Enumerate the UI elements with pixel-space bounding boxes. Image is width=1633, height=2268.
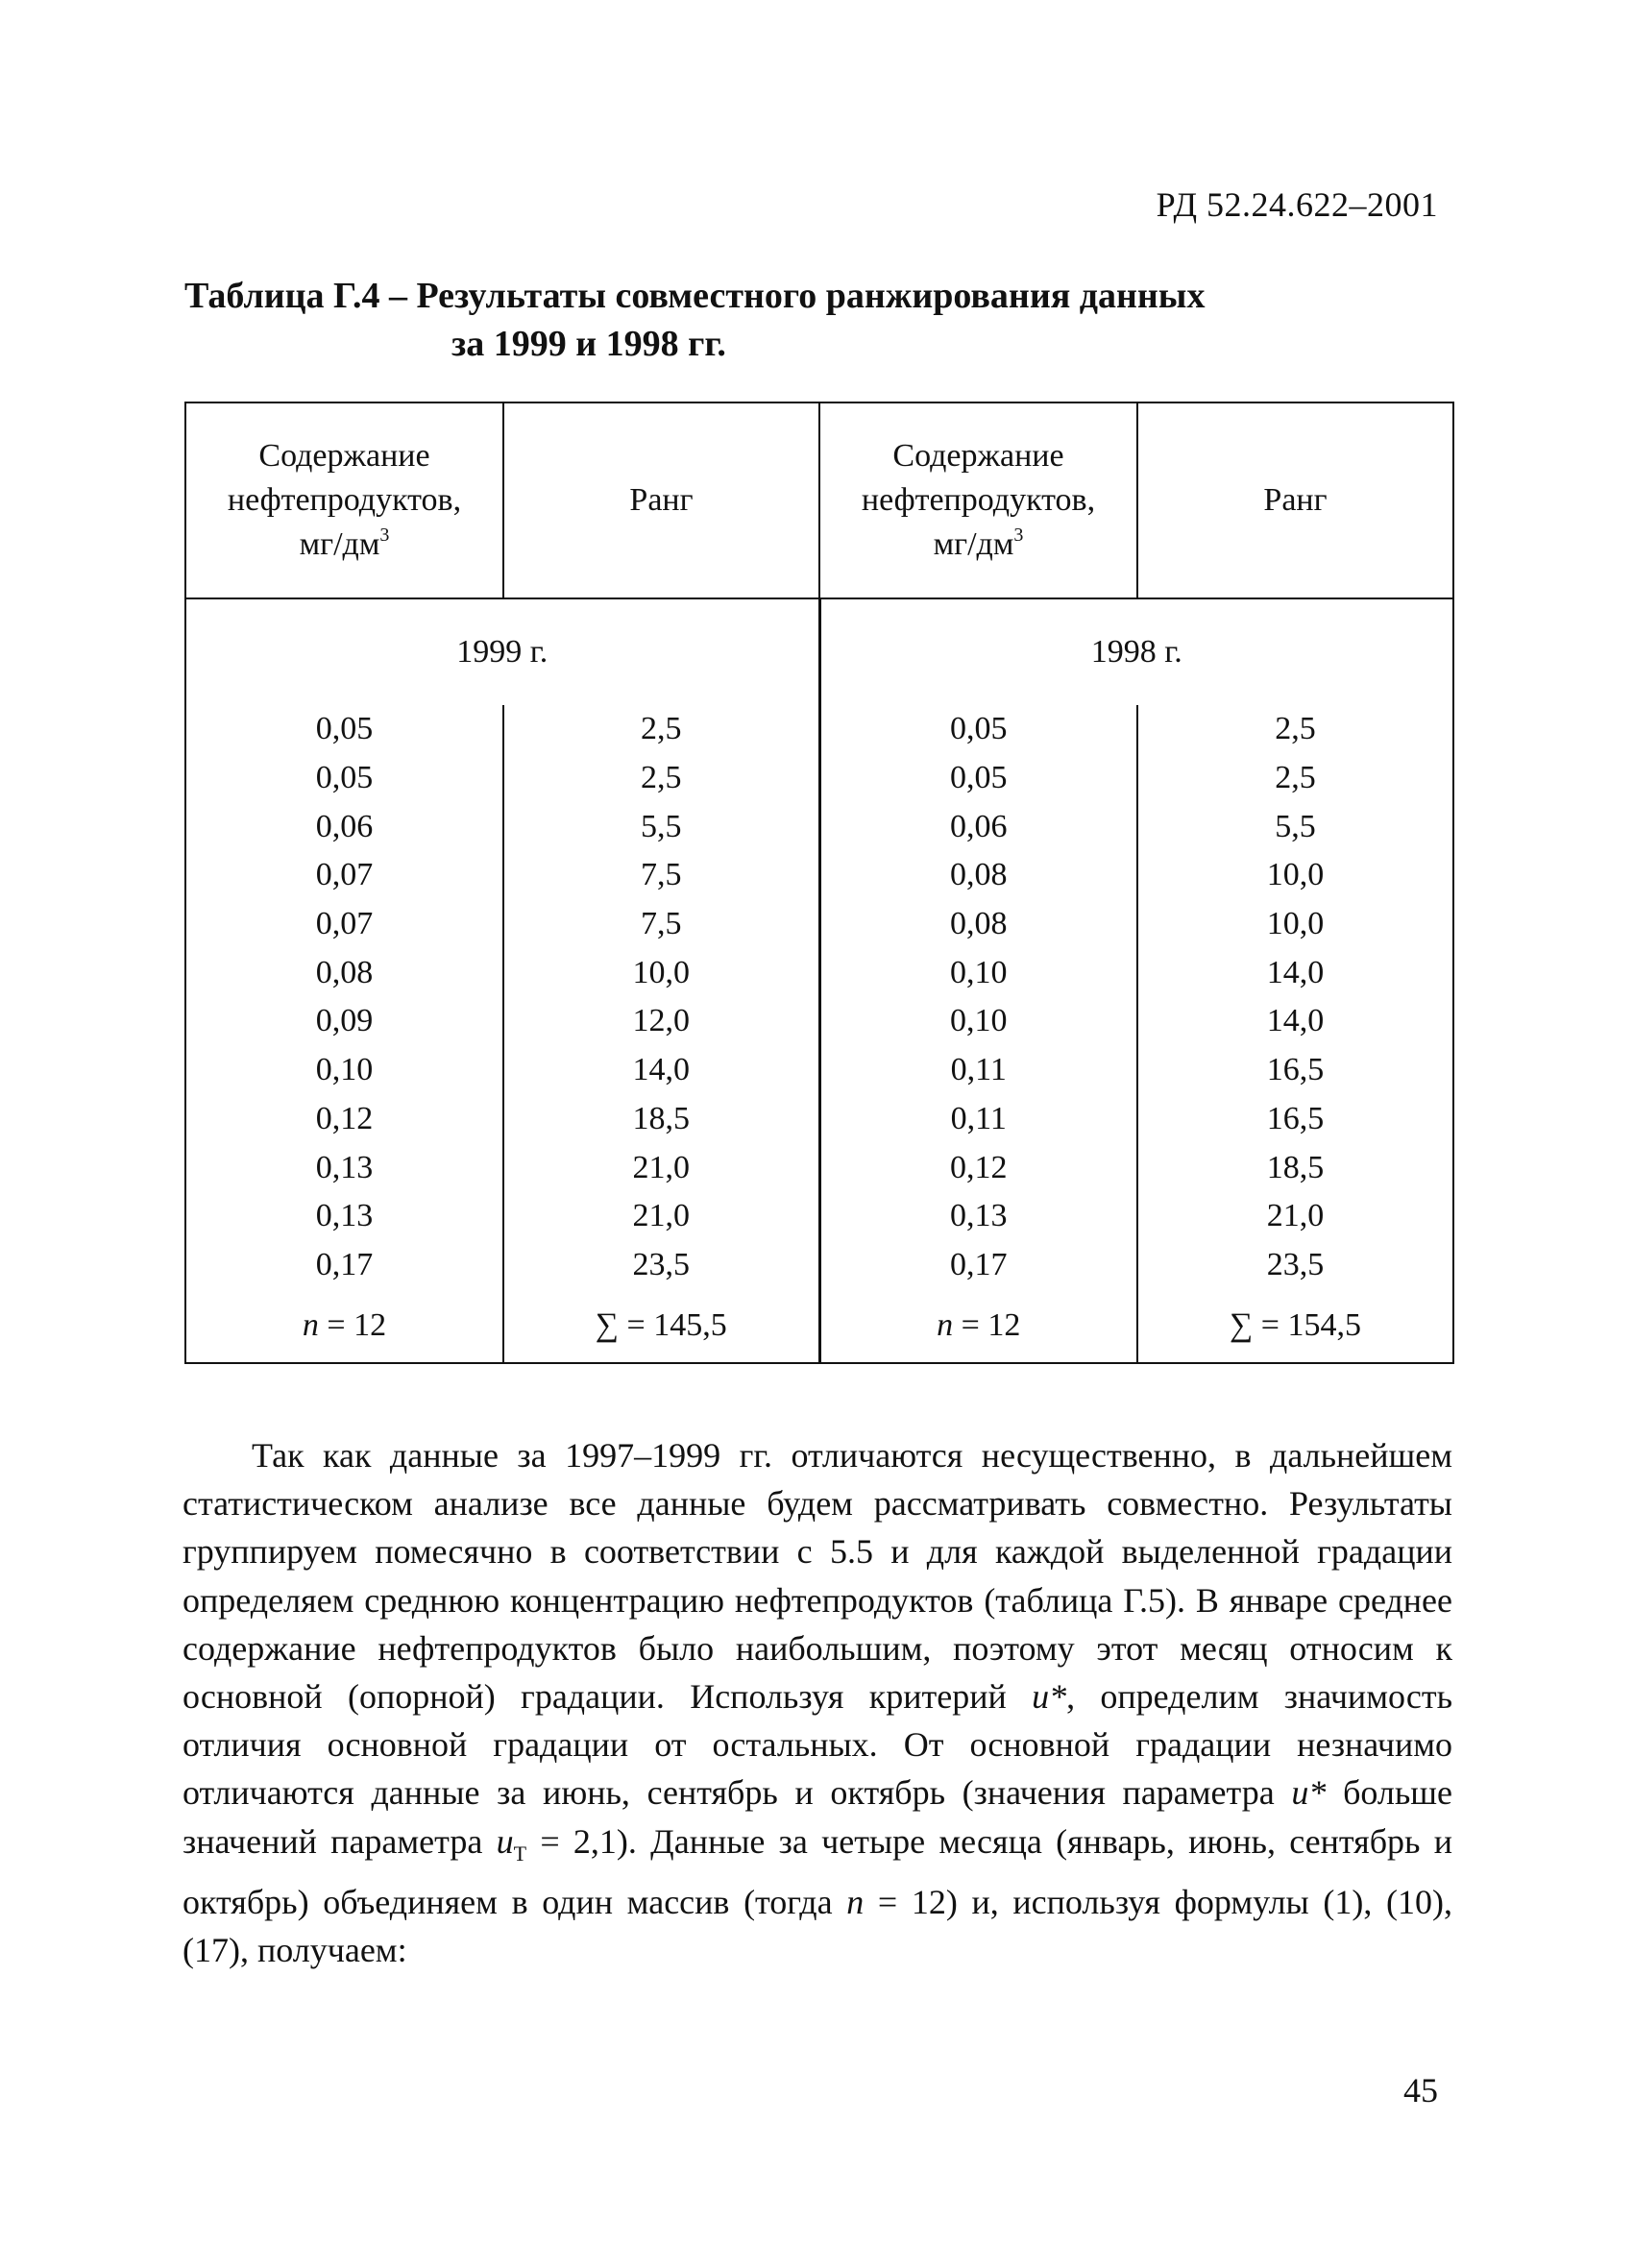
rank-1999: 21,0 bbox=[503, 1192, 819, 1241]
header-rank-1999: Ранг bbox=[503, 402, 819, 598]
content-1999: 0,07 bbox=[185, 851, 503, 900]
rank-1998: 16,5 bbox=[1137, 1046, 1453, 1095]
table-row bbox=[185, 705, 1453, 754]
table-row bbox=[185, 1095, 1453, 1144]
rank-1999: 23,5 bbox=[503, 1241, 819, 1290]
rank-1999: 14,0 bbox=[503, 1046, 819, 1095]
content-1998: 0,06 bbox=[819, 802, 1137, 851]
table-header-row bbox=[185, 402, 1453, 598]
table-title bbox=[184, 272, 1395, 368]
content-1999: 0,08 bbox=[185, 948, 503, 997]
header-content-1999: Содержание нефтепродуктов, $мг/дм^3$ bbox=[185, 402, 503, 598]
rank-1998: 2,5 bbox=[1137, 754, 1453, 803]
rank-1998: 14,0 bbox=[1137, 997, 1453, 1046]
content-1998: 0,12 bbox=[819, 1143, 1137, 1192]
n-1998: n = 12 bbox=[819, 1289, 1137, 1363]
content-1998: 0,05 bbox=[819, 705, 1137, 754]
rank-1999: 7,5 bbox=[503, 851, 819, 900]
rank-1999: 2,5 bbox=[503, 754, 819, 803]
rank-1998: 18,5 bbox=[1137, 1143, 1453, 1192]
rank-1999: 10,0 bbox=[503, 948, 819, 997]
table-title-line1: Таблица Г.4 – Результаты совместного ранжирования данных bbox=[184, 276, 1206, 316]
content-1999: 0,06 bbox=[185, 802, 503, 851]
sum-1998: ∑ = 154,5 bbox=[1137, 1289, 1453, 1363]
summary-row bbox=[185, 1289, 1453, 1363]
header-content-1998: Содержание нефтепродуктов, $мг/дм^3$ bbox=[819, 402, 1137, 598]
rank-1999: 12,0 bbox=[503, 997, 819, 1046]
rank-1998: 23,5 bbox=[1137, 1241, 1453, 1290]
table-row bbox=[185, 948, 1453, 997]
u-t-symbol: u bbox=[496, 1821, 514, 1861]
body-paragraph: Так как данные за 1997–1999 гг. отличаются несущественно, в дальнейшем статистическом анализе все данные будем рассматривать совместно. Результаты группируем помесячно в соответствии с 5.5 и для каждой выделенной градации определяем среднюю концентрацию нефтепродуктов (таблица Г.5). В январе среднее содержание нефтепродуктов было наибольшим, поэтому этот месяц относим к основной (опорной) градации. Используя критерий u*, определим значимость отличия основной градации от остальных. От основной градации незначимо отличаются данные за июнь, сентябрь и октябрь (значения параметра u* больше значений параметра $u_T = 2,1$). Данные за четыре месяца (январь, июнь, сентябрь и октябрь) объединяем в один массив (тогда n = 12) и, используя формулы (1), (10), (17), получаем: bbox=[183, 1436, 1453, 1970]
u-star-symbol: u* bbox=[1032, 1677, 1067, 1717]
n-1999: n = 12 bbox=[185, 1289, 503, 1363]
header-rank-1998: Ранг bbox=[1137, 402, 1453, 598]
table-row bbox=[185, 754, 1453, 803]
content-1998: 0,08 bbox=[819, 851, 1137, 900]
content-1999: 0,12 bbox=[185, 1095, 503, 1144]
rank-1998: 10,0 bbox=[1137, 851, 1453, 900]
sum-1999: ∑ = 145,5 bbox=[503, 1289, 819, 1363]
content-1998: 0,17 bbox=[819, 1241, 1137, 1290]
year-1999-label: 1999 г. bbox=[185, 598, 819, 705]
content-1999: 0,13 bbox=[185, 1143, 503, 1192]
rank-1998: 14,0 bbox=[1137, 948, 1453, 997]
content-1999: 0,07 bbox=[185, 900, 503, 949]
ranking-table bbox=[184, 402, 1454, 1364]
u-star-symbol: u* bbox=[1291, 1773, 1327, 1813]
table-title-line2: за 1999 и 1998 гг. bbox=[451, 324, 726, 364]
table-row bbox=[185, 1143, 1453, 1192]
table-row bbox=[185, 997, 1453, 1046]
content-1998: 0,13 bbox=[819, 1192, 1137, 1241]
content-1998: 0,08 bbox=[819, 900, 1137, 949]
rank-1998: 10,0 bbox=[1137, 900, 1453, 949]
rank-1999: 7,5 bbox=[503, 900, 819, 949]
rank-1998: 2,5 bbox=[1137, 705, 1453, 754]
year-1998-label: 1998 г. bbox=[819, 598, 1453, 705]
rank-1998: 21,0 bbox=[1137, 1192, 1453, 1241]
content-1999: 0,13 bbox=[185, 1192, 503, 1241]
table-row bbox=[185, 1046, 1453, 1095]
table-row bbox=[185, 851, 1453, 900]
rank-1999: 18,5 bbox=[503, 1095, 819, 1144]
page-number: 45 bbox=[1403, 2071, 1438, 2109]
content-1998: 0,10 bbox=[819, 997, 1137, 1046]
content-1999: 0,10 bbox=[185, 1046, 503, 1095]
content-1998: 0,11 bbox=[819, 1095, 1137, 1144]
content-1999: 0,05 bbox=[185, 705, 503, 754]
rank-1999: 21,0 bbox=[503, 1143, 819, 1192]
document-code: РД 52.24.622–2001 bbox=[1156, 185, 1438, 224]
table-row bbox=[185, 1241, 1453, 1290]
rank-1999: 5,5 bbox=[503, 802, 819, 851]
table-row bbox=[185, 1192, 1453, 1241]
rank-1999: 2,5 bbox=[503, 705, 819, 754]
year-row bbox=[185, 598, 1453, 705]
table-row bbox=[185, 900, 1453, 949]
content-1998: 0,10 bbox=[819, 948, 1137, 997]
content-1999: 0,17 bbox=[185, 1241, 503, 1290]
content-1998: 0,05 bbox=[819, 754, 1137, 803]
table-row bbox=[185, 802, 1453, 851]
content-1999: 0,05 bbox=[185, 754, 503, 803]
rank-1998: 5,5 bbox=[1137, 802, 1453, 851]
content-1998: 0,11 bbox=[819, 1046, 1137, 1095]
rank-1998: 16,5 bbox=[1137, 1095, 1453, 1144]
content-1999: 0,09 bbox=[185, 997, 503, 1046]
